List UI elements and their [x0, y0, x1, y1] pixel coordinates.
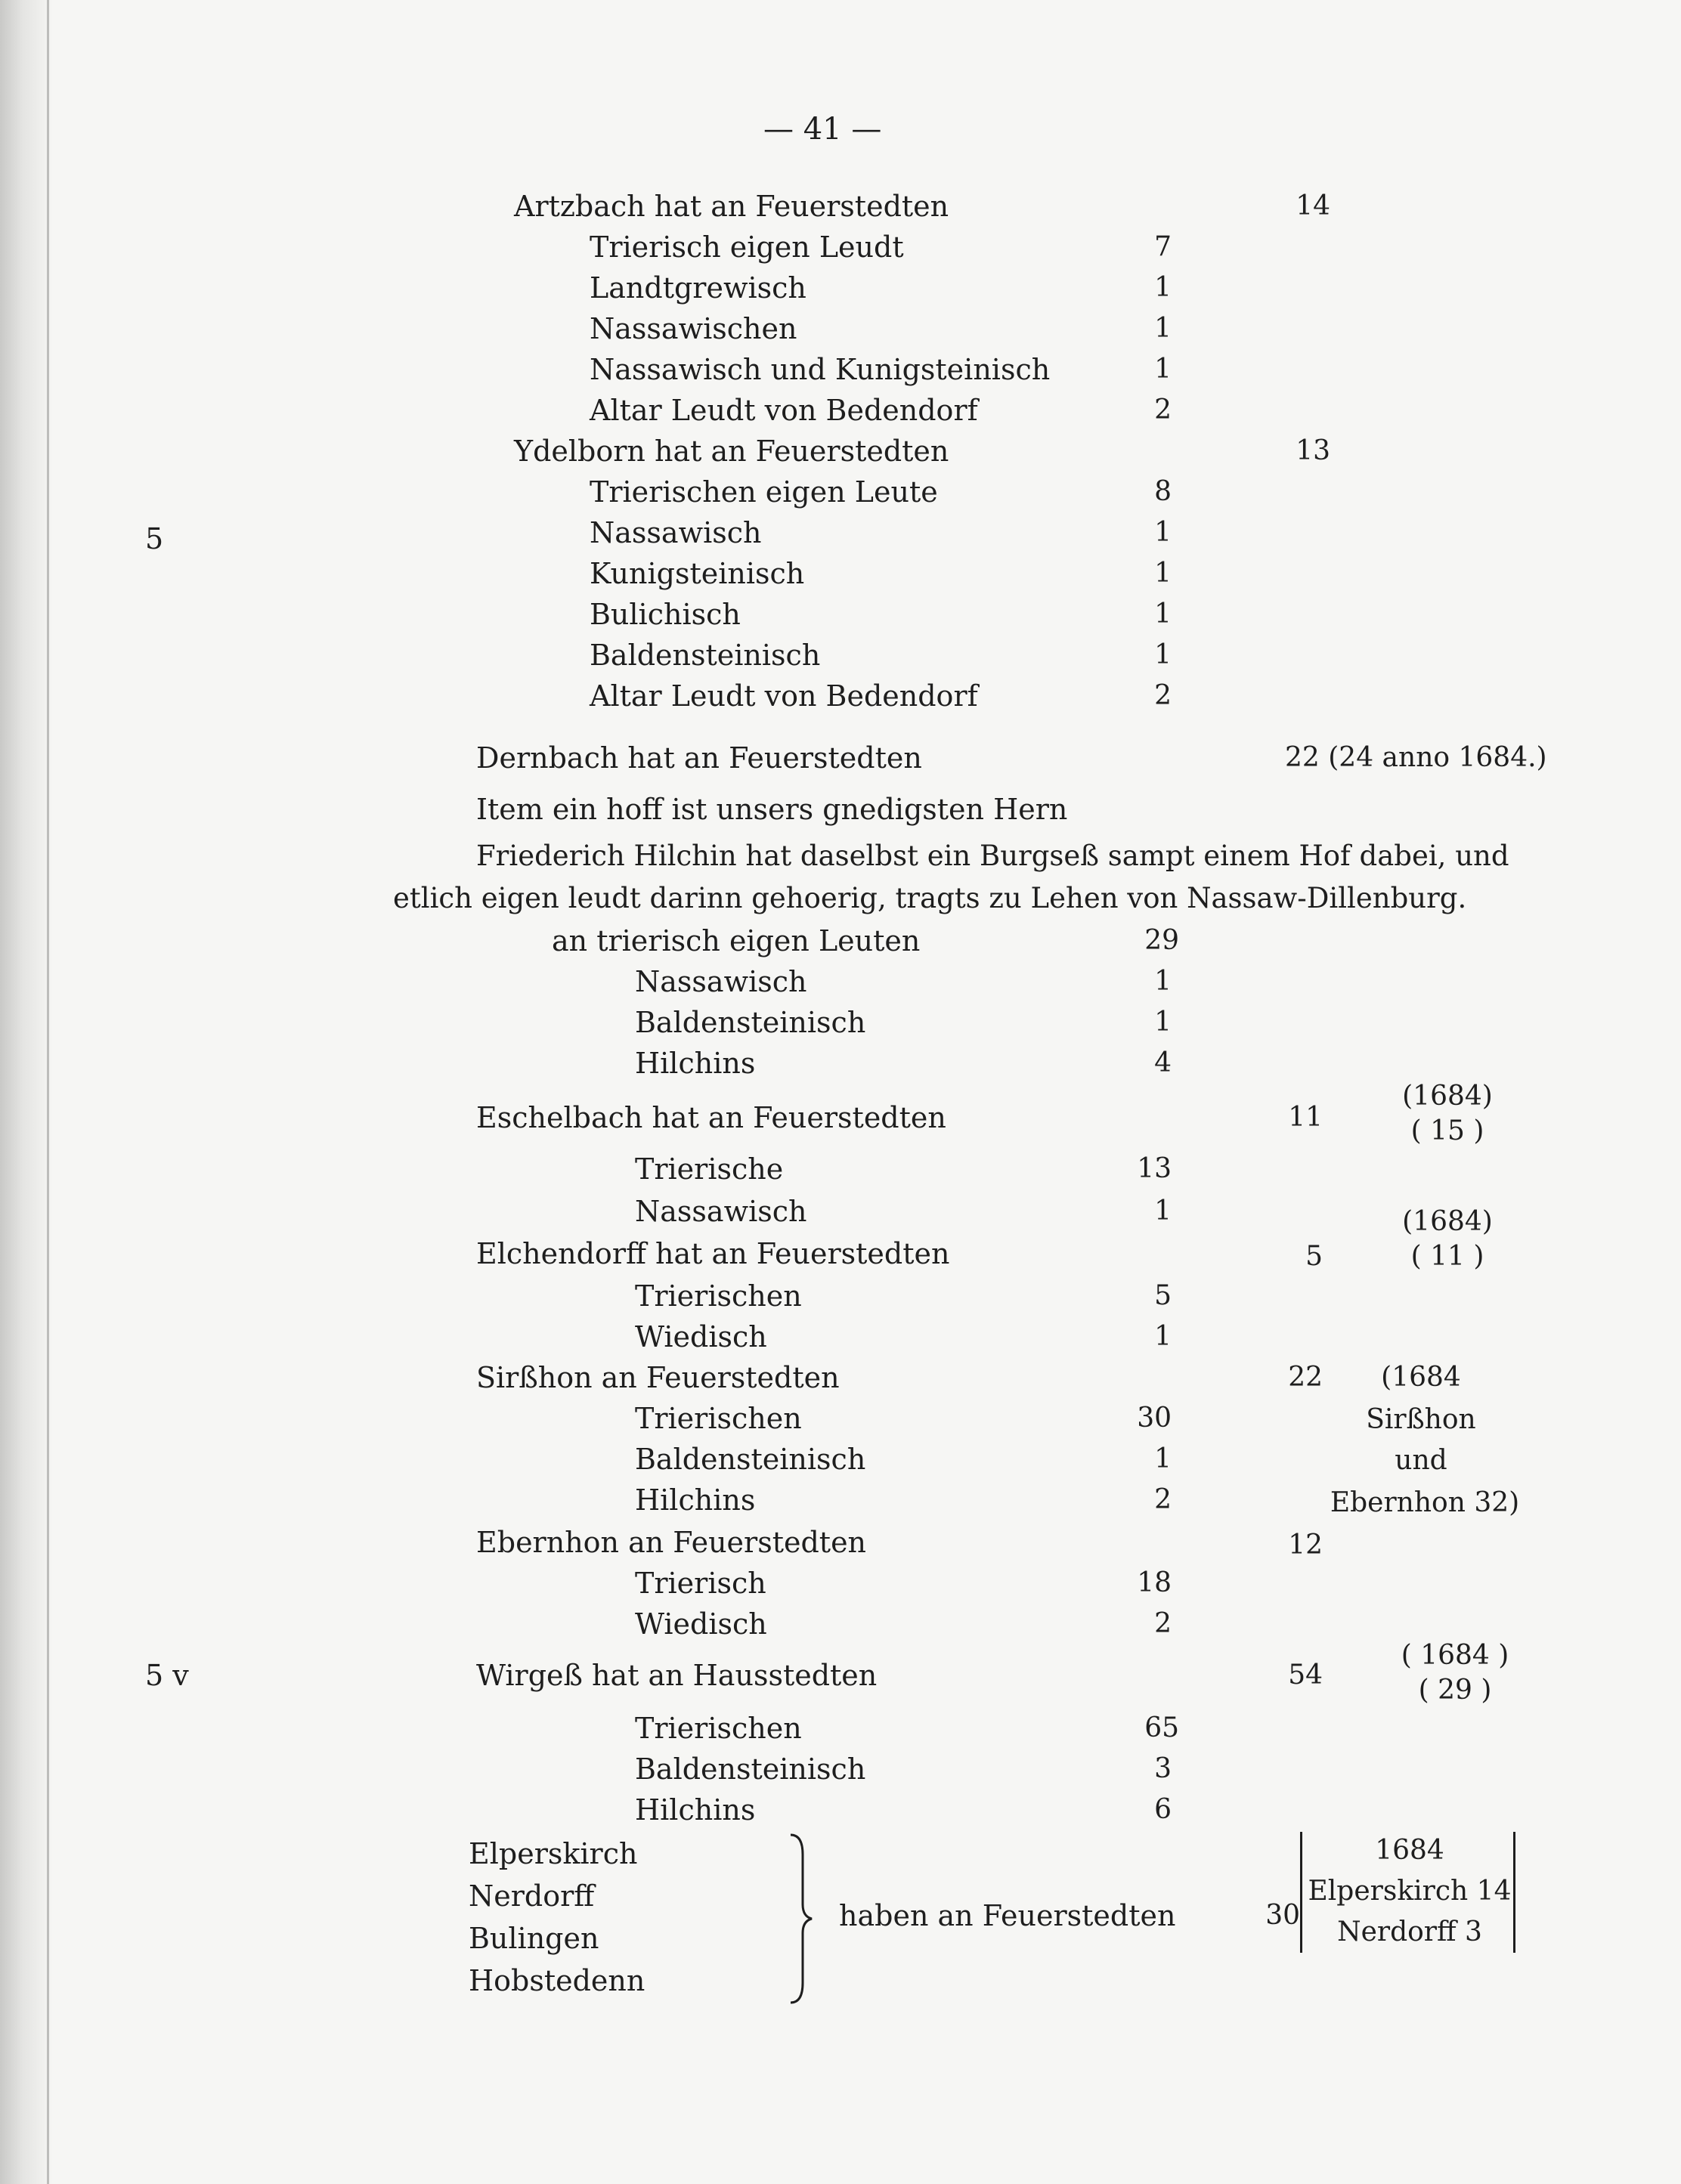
list-item: Trierischen [635, 1712, 802, 1745]
list-item: Nassawisch [635, 965, 807, 998]
list-item: Landtgrewisch [590, 271, 806, 305]
list-item: Nassawisch [590, 516, 762, 549]
list-item-value: 5 [1154, 1280, 1172, 1311]
list-item: Hilchins [635, 1793, 756, 1827]
list-item: Nassawisch [635, 1195, 807, 1228]
list-item: Trierischen [635, 1279, 802, 1313]
margin-note: 5 [145, 522, 164, 555]
list-item-value: 1 [1154, 354, 1172, 385]
section-heading-arzbach: Artzbach hat an Feuerstedten [514, 190, 949, 223]
list-item: Trierisch [635, 1567, 766, 1600]
list-item-value: 1 [1154, 1321, 1172, 1352]
section-heading-dernbach: Dernbach hat an Feuerstedten [476, 741, 922, 775]
historical-note: (1684 [1381, 1362, 1461, 1393]
paragraph-line: etlich eigen leudt darinn gehoerig, tragts zu Lehen von Nassaw-Dillenburg. [393, 882, 1467, 914]
section-total-ydelborn: 13 [1296, 435, 1330, 466]
list-item-value: 1 [1154, 272, 1172, 303]
list-item-value: 13 [1137, 1153, 1172, 1184]
page-gutter-line [47, 0, 49, 2184]
section-total-dernbach: 22 (24 anno 1684.) [1285, 742, 1547, 773]
list-item-value: 1 [1154, 558, 1172, 589]
list-item-value: 1 [1154, 599, 1172, 630]
historical-note: Elperskirch 14 [1308, 1876, 1512, 1907]
list-item-value: 6 [1154, 1794, 1172, 1825]
historical-note: Ebernhon 32) [1330, 1487, 1520, 1518]
historical-note: Nerdorff 3 [1337, 1916, 1482, 1947]
historical-note: ( 29 ) [1418, 1675, 1492, 1706]
historical-note: (1684) [1402, 1206, 1493, 1237]
historical-note: (1684) [1402, 1081, 1493, 1112]
list-item: Baldensteinisch [590, 639, 821, 672]
list-item: Trierische [635, 1152, 784, 1186]
list-item: Trierischen eigen Leute [590, 475, 938, 509]
section-total-wirges: 54 [1288, 1660, 1323, 1691]
list-item: Altar Leudt von Bedendorf [590, 394, 978, 427]
list-item-value: 2 [1154, 680, 1172, 711]
section-heading-elchendorff: Elchendorff hat an Feuerstedten [476, 1237, 950, 1270]
list-item-value: 1 [1154, 639, 1172, 670]
paragraph-line: Friederich Hilchin hat daselbst ein Burgseß sampt einem Hof dabei, und [476, 840, 1509, 872]
list-item-value: 1 [1154, 1443, 1172, 1474]
list-item-value: 30 [1137, 1403, 1172, 1434]
group-total: 30 [1265, 1900, 1300, 1931]
list-item-value: 7 [1154, 231, 1172, 262]
list-item: Wiedisch [635, 1320, 767, 1353]
historical-note: ( 15 ) [1410, 1115, 1484, 1146]
list-item-value: 3 [1154, 1753, 1172, 1784]
list-item-value: 4 [1154, 1047, 1172, 1078]
list-item-value: 1 [1154, 1007, 1172, 1038]
list-item: Bulichisch [590, 598, 741, 631]
group-place: Nerdorff [469, 1879, 595, 1913]
list-item-value: 65 [1144, 1712, 1179, 1743]
group-label: haben an Feuerstedten [839, 1899, 1176, 1932]
list-item: Baldensteinisch [635, 1443, 866, 1476]
list-item: Nassawisch und Kunigsteinisch [590, 353, 1051, 386]
page-number: — 41 — [763, 112, 882, 147]
list-item: Trierischen [635, 1402, 802, 1435]
group-place: Hobstedenn [469, 1964, 645, 1997]
section-heading-wirges: Wirgeß hat an Hausstedten [476, 1659, 878, 1692]
list-item: Altar Leudt von Bedendorf [590, 679, 978, 713]
list-item: Wiedisch [635, 1607, 767, 1641]
curly-brace-icon [786, 1832, 816, 2006]
list-item: Hilchins [635, 1483, 756, 1517]
list-item-value: 1 [1154, 517, 1172, 548]
list-item-value: 1 [1154, 966, 1172, 997]
section-heading-eschelbach: Eschelbach hat an Feuerstedten [476, 1101, 946, 1134]
list-item-value: 1 [1154, 313, 1172, 344]
historical-note: 1684 [1375, 1835, 1444, 1866]
paragraph-line: Item ein hoff ist unsers gnedigsten Hern [476, 793, 1068, 826]
list-item: Kunigsteinisch [590, 557, 805, 590]
section-heading-ebernhon: Ebernhon an Feuerstedten [476, 1526, 867, 1559]
section-total-elchendorff: 5 [1305, 1241, 1323, 1272]
historical-note: Sirßhon [1366, 1404, 1476, 1435]
historical-note: und [1395, 1445, 1447, 1476]
group-place: Elperskirch [469, 1837, 638, 1870]
list-item: Nassawischen [590, 312, 797, 345]
section-total-ebernhon: 12 [1288, 1530, 1323, 1561]
historical-note: ( 11 ) [1410, 1241, 1484, 1272]
section-heading-ydelborn: Ydelborn hat an Feuerstedten [514, 435, 949, 468]
list-item-value: 18 [1137, 1567, 1172, 1598]
list-item: Hilchins [635, 1047, 756, 1080]
list-item-value: 2 [1154, 394, 1172, 425]
list-item-value: 29 [1144, 925, 1179, 956]
section-total-arzbach: 14 [1296, 190, 1330, 221]
section-heading-sirzhon: Sirßhon an Feuerstedten [476, 1361, 840, 1394]
list-item-value: 2 [1154, 1608, 1172, 1639]
list-item: Baldensteinisch [635, 1006, 866, 1039]
list-item-value: 1 [1154, 1196, 1172, 1227]
list-item-value: 8 [1154, 476, 1172, 507]
list-item: Baldensteinisch [635, 1752, 866, 1786]
page-scan-edge [0, 0, 53, 2184]
section-total-sirzhon: 22 [1288, 1362, 1323, 1393]
list-item-value: 2 [1154, 1484, 1172, 1515]
section-total-eschelbach: 11 [1288, 1102, 1323, 1133]
historical-note: ( 1684 ) [1401, 1640, 1509, 1671]
list-item: an trierisch eigen Leuten [552, 924, 921, 957]
list-item: Trierisch eigen Leudt [590, 230, 904, 264]
group-place: Bulingen [469, 1922, 599, 1955]
margin-note: 5 v [145, 1659, 189, 1692]
